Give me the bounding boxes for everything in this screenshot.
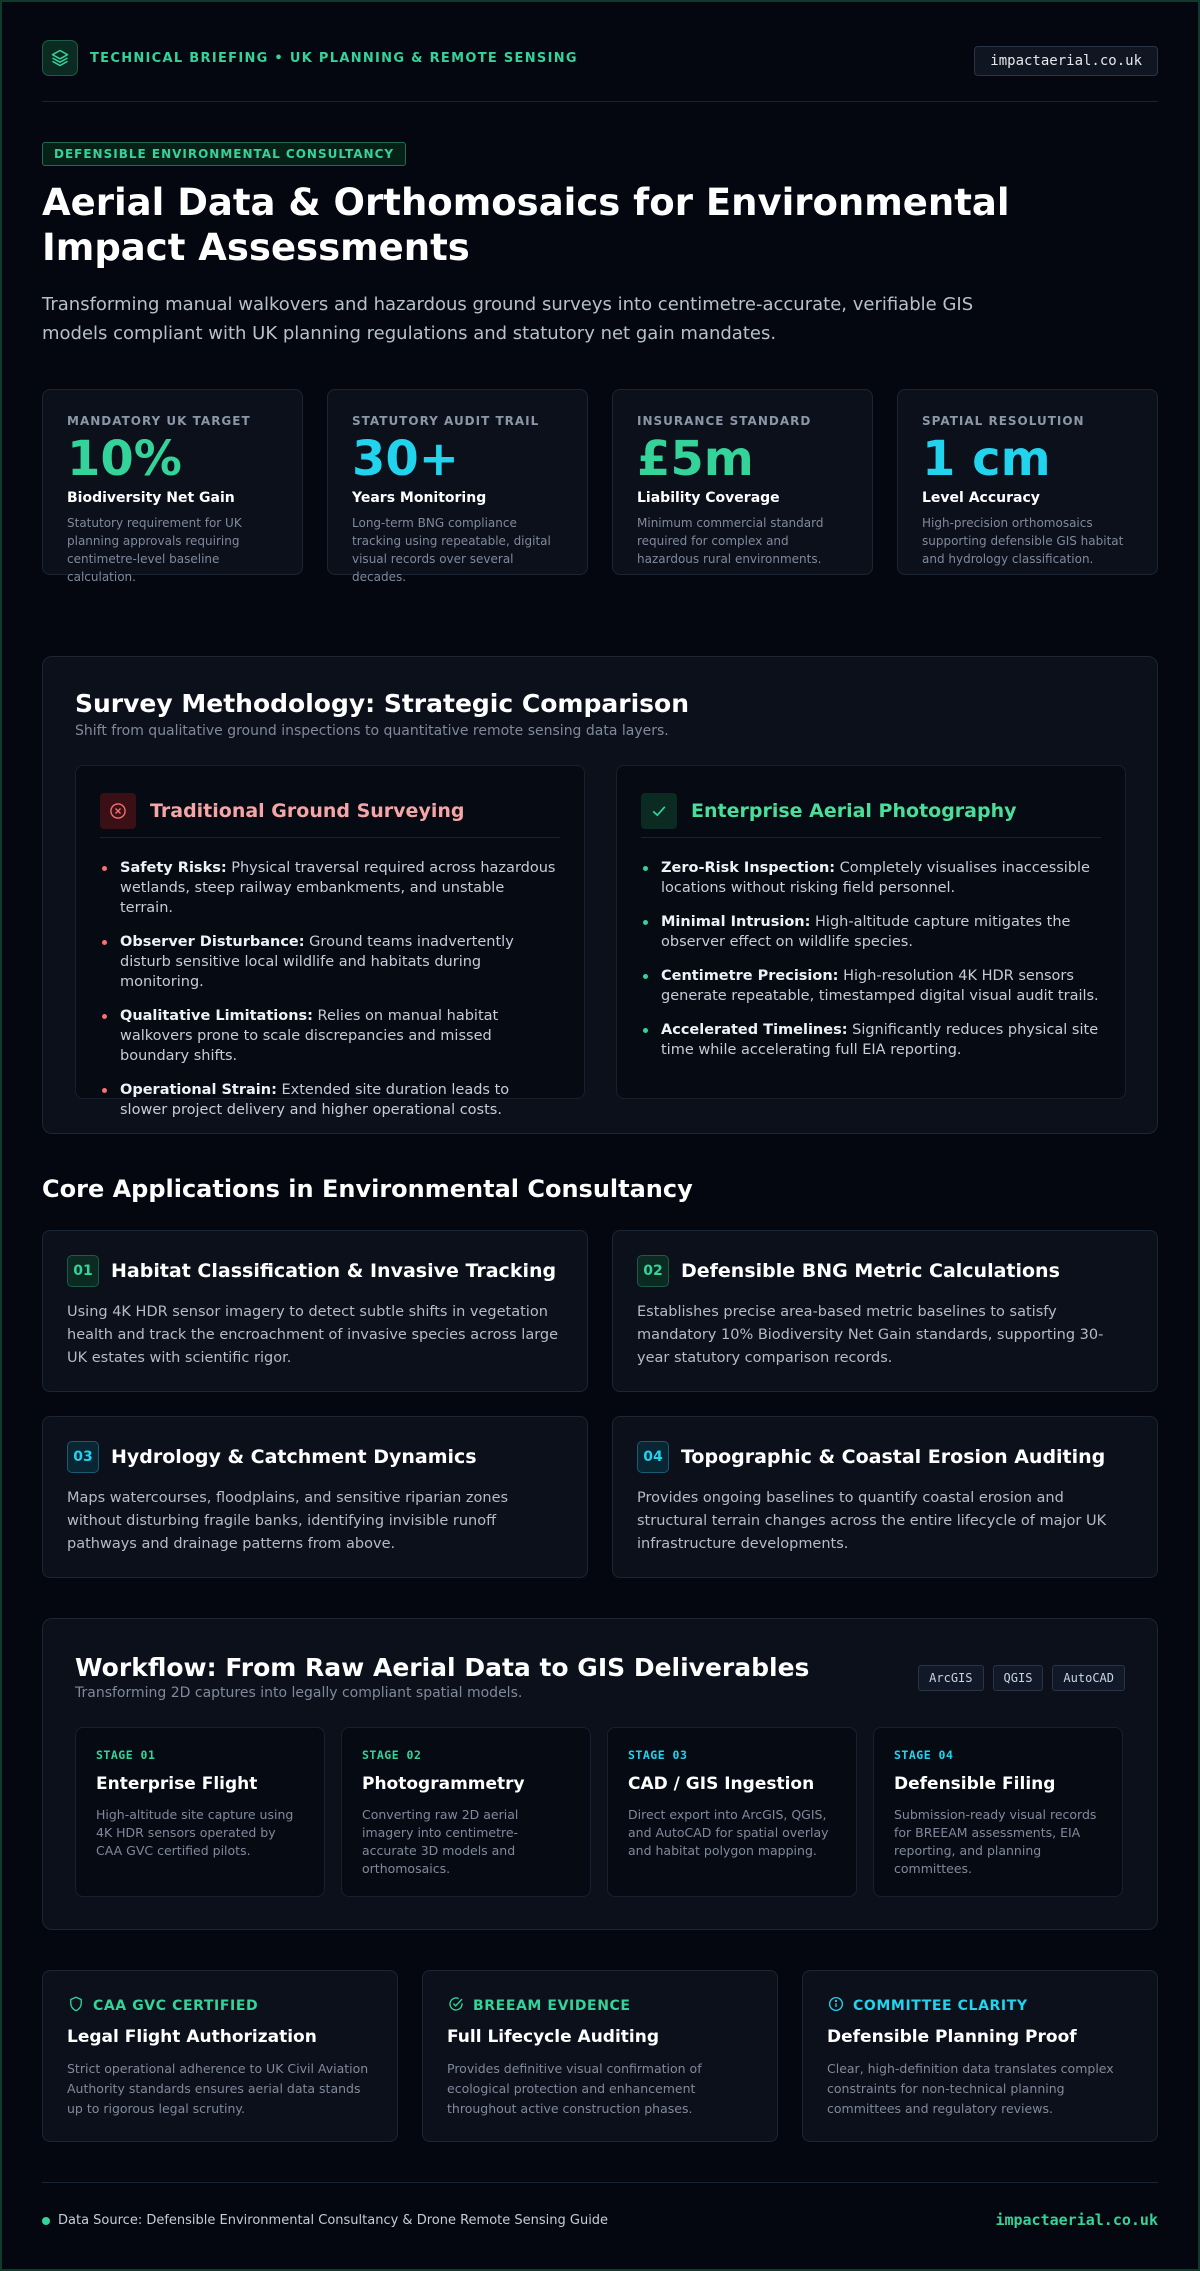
stat-label: STATUTORY AUDIT TRAIL	[352, 414, 540, 428]
section-title: Survey Methodology: Strategic Comparison	[75, 689, 689, 718]
risk-list	[100, 858, 560, 1120]
list-item: Observer Disturbance: Ground teams inadvertently disturb sensitive local wildlife and habitats during monitoring.	[100, 932, 560, 992]
stage-description: Converting raw 2D aerial imagery into centimetre-accurate 3D models and orthomosaics.	[362, 1807, 519, 1876]
column-header	[641, 784, 1101, 838]
stage-description: Direct export into ArcGIS, QGIS, and AutoCAD for spatial overlay and habitat polygon mapping.	[628, 1807, 829, 1858]
stage-title: Photogrammetry	[362, 1774, 525, 1794]
app-card-topographic	[612, 1416, 1158, 1578]
stat-description: Long-term BNG compliance tracking using repeatable, digital visual records over several decades.	[352, 516, 551, 584]
card-description: Provides definitive visual confirmation of ecological protection and enhancement throughout active construction phases.	[447, 2061, 702, 2116]
tool-tag-qgis: QGIS	[993, 1665, 1044, 1691]
column-header	[100, 784, 560, 838]
column-title: Enterprise Aerial Photography	[691, 799, 1017, 822]
methodology-comparison	[42, 656, 1158, 1134]
stat-description: High-precision orthomosaics supporting defensible GIS habitat and hydrology classification.	[922, 516, 1124, 566]
stat-card-resolution	[897, 389, 1158, 575]
x-circle-icon	[100, 793, 136, 829]
card-title: Full Lifecycle Auditing	[447, 2027, 660, 2047]
card-description: Establishes precise area-based metric baselines to satisfy mandatory 10% Biodiversity Net Gain standards, supporting 30-year statutory comparison records.	[637, 1304, 1104, 1366]
list-item: Minimal Intrusion: High-altitude capture mitigates the observer effect on wildlife species.	[641, 912, 1101, 952]
stat-value: £5m	[637, 431, 754, 487]
stat-card-insurance	[612, 389, 873, 575]
stat-value: 10%	[67, 431, 182, 487]
evidence-card-breeam	[422, 1970, 778, 2142]
section-subtitle: Transforming 2D captures into legally compliant spatial models.	[75, 1685, 523, 1701]
domain-link[interactable]: impactaerial.co.uk	[974, 46, 1158, 76]
stage-title: Enterprise Flight	[96, 1774, 258, 1794]
list-item: Qualitative Limitations: Relies on manual habitat walkovers prone to scale discrepancies and missed boundary shifts.	[100, 1006, 560, 1066]
stage-description: Submission-ready visual records for BREEAM assessments, EIA reporting, and planning committees.	[894, 1807, 1097, 1876]
status-dot	[42, 2217, 50, 2225]
card-description: Strict operational adherence to UK Civil Aviation Authority standards ensures aerial data stands up to rigorous legal scrutiny.	[67, 2061, 369, 2116]
list-item: Zero-Risk Inspection: Completely visualises inaccessible locations without risking field personnel.	[641, 858, 1101, 898]
evidence-card-caa	[42, 1970, 398, 2142]
app-card-bng	[612, 1230, 1158, 1392]
stage-label: STAGE 03	[628, 1748, 688, 1762]
card-number: 01	[67, 1255, 99, 1287]
evidence-card-committee	[802, 1970, 1158, 2142]
footer-site-link[interactable]: impactaerial.co.uk	[995, 2211, 1158, 2229]
check-icon	[641, 793, 677, 829]
card-title: Habitat Classification & Invasive Tracking	[111, 1260, 557, 1282]
section-subtitle: Shift from qualitative ground inspections to quantitative remote sensing data layers.	[75, 723, 669, 739]
card-title: Legal Flight Authorization	[67, 2027, 317, 2047]
stat-value: 1 cm	[922, 431, 1051, 487]
stat-description: Minimum commercial standard required for complex and hazardous rural environments.	[637, 516, 824, 566]
briefing-label: TECHNICAL BRIEFING • UK PLANNING & REMOTE SENSING	[90, 51, 578, 66]
card-title: Defensible Planning Proof	[827, 2027, 1077, 2047]
card-description: Provides ongoing baselines to quantify coastal erosion and structural terrain changes across the entire lifecycle of major UK infrastructure developments.	[637, 1490, 1107, 1552]
stat-label: INSURANCE STANDARD	[637, 414, 812, 428]
stat-title: Biodiversity Net Gain	[67, 490, 235, 506]
card-number: 04	[637, 1441, 669, 1473]
column-title: Traditional Ground Surveying	[150, 799, 465, 822]
benefit-list	[641, 858, 1101, 1060]
stage-card	[607, 1727, 857, 1897]
card-title: Defensible BNG Metric Calculations	[681, 1260, 1060, 1282]
list-item: Operational Strain: Extended site duration leads to slower project delivery and higher operational costs.	[100, 1080, 560, 1120]
stage-title: Defensible Filing	[894, 1774, 1056, 1794]
list-item: Safety Risks: Physical traversal required across hazardous wetlands, steep railway embankments, and unstable terrain.	[100, 858, 560, 918]
stage-card	[873, 1727, 1123, 1897]
card-description: Using 4K HDR sensor imagery to detect subtle shifts in vegetation health and track the encroachment of invasive species across large UK estates with scientific rigor.	[67, 1304, 559, 1366]
stat-title: Level Accuracy	[922, 490, 1040, 506]
page-footer	[42, 2182, 1158, 2242]
stage-description: High-altitude site capture using 4K HDR sensors operated by CAA GVC certified pilots.	[96, 1807, 294, 1858]
stat-card-audit	[327, 389, 588, 584]
card-title: Topographic & Coastal Erosion Auditing	[681, 1446, 1106, 1468]
workflow-section	[42, 1618, 1158, 1930]
shield-icon	[67, 1995, 85, 2017]
card-description: Clear, high-definition data translates complex constraints for non-technical planning committees and regulatory reviews.	[827, 2061, 1114, 2116]
info-icon	[827, 1995, 845, 2017]
app-card-habitat	[42, 1230, 588, 1392]
app-card-hydrology	[42, 1416, 588, 1578]
card-title: Hydrology & Catchment Dynamics	[111, 1446, 477, 1468]
tool-tag-arcgis: ArcGIS	[918, 1665, 983, 1691]
data-source: Data Source: Defensible Environmental Consultancy & Drone Remote Sensing Guide	[58, 2213, 609, 2228]
stat-card-bng	[42, 389, 303, 584]
stat-label: MANDATORY UK TARGET	[67, 414, 251, 428]
stage-title: CAD / GIS Ingestion	[628, 1774, 815, 1794]
stat-title: Liability Coverage	[637, 490, 780, 506]
list-item: Accelerated Timelines: Significantly reduces physical site time while accelerating full EIA reporting.	[641, 1020, 1101, 1060]
card-description: Maps watercourses, floodplains, and sensitive riparian zones without disturbing fragile banks, identifying invisible runoff pathways and drainage patterns from above.	[67, 1490, 509, 1552]
card-tag: CAA GVC CERTIFIED	[93, 1998, 259, 2014]
stat-title: Years Monitoring	[352, 490, 487, 506]
stat-value: 30+	[352, 431, 460, 487]
top-header	[42, 40, 1158, 102]
stage-label: STAGE 04	[894, 1748, 954, 1762]
traditional-column	[75, 765, 585, 1118]
layers-logo-icon	[42, 40, 78, 76]
hero-badge: DEFENSIBLE ENVIRONMENTAL CONSULTANCY	[42, 142, 406, 166]
hero-subtitle: Transforming manual walkovers and hazardous ground surveys into centimetre-accurate, verifiable GIS models compliant with UK planning regulations and statutory net gain mandates.	[42, 294, 974, 344]
stat-description: Statutory requirement for UK planning approvals requiring centimetre-level baseline calculation.	[67, 516, 242, 584]
section-title: Workflow: From Raw Aerial Data to GIS Deliverables	[75, 1653, 810, 1682]
card-number: 02	[637, 1255, 669, 1287]
stage-label: STAGE 01	[96, 1748, 156, 1762]
check-circle-icon	[447, 1995, 465, 2017]
list-item: Centimetre Precision: High-resolution 4K HDR sensors generate repeatable, timestamped digital visual audit trails.	[641, 966, 1101, 1006]
stage-label: STAGE 02	[362, 1748, 422, 1762]
card-tag: COMMITTEE CLARITY	[853, 1998, 1028, 2014]
core-applications-title: Core Applications in Environmental Consultancy	[42, 1175, 693, 1203]
card-tag: BREEAM EVIDENCE	[473, 1998, 631, 2014]
stage-card	[341, 1727, 591, 1897]
stage-card	[75, 1727, 325, 1897]
tool-tag-autocad: AutoCAD	[1052, 1665, 1125, 1691]
page-title: Aerial Data & Orthomosaics for Environmental Impact Assessments	[42, 181, 1010, 269]
aerial-column	[616, 765, 1126, 1099]
stat-label: SPATIAL RESOLUTION	[922, 414, 1085, 428]
card-number: 03	[67, 1441, 99, 1473]
tool-tags	[918, 1665, 1125, 1691]
